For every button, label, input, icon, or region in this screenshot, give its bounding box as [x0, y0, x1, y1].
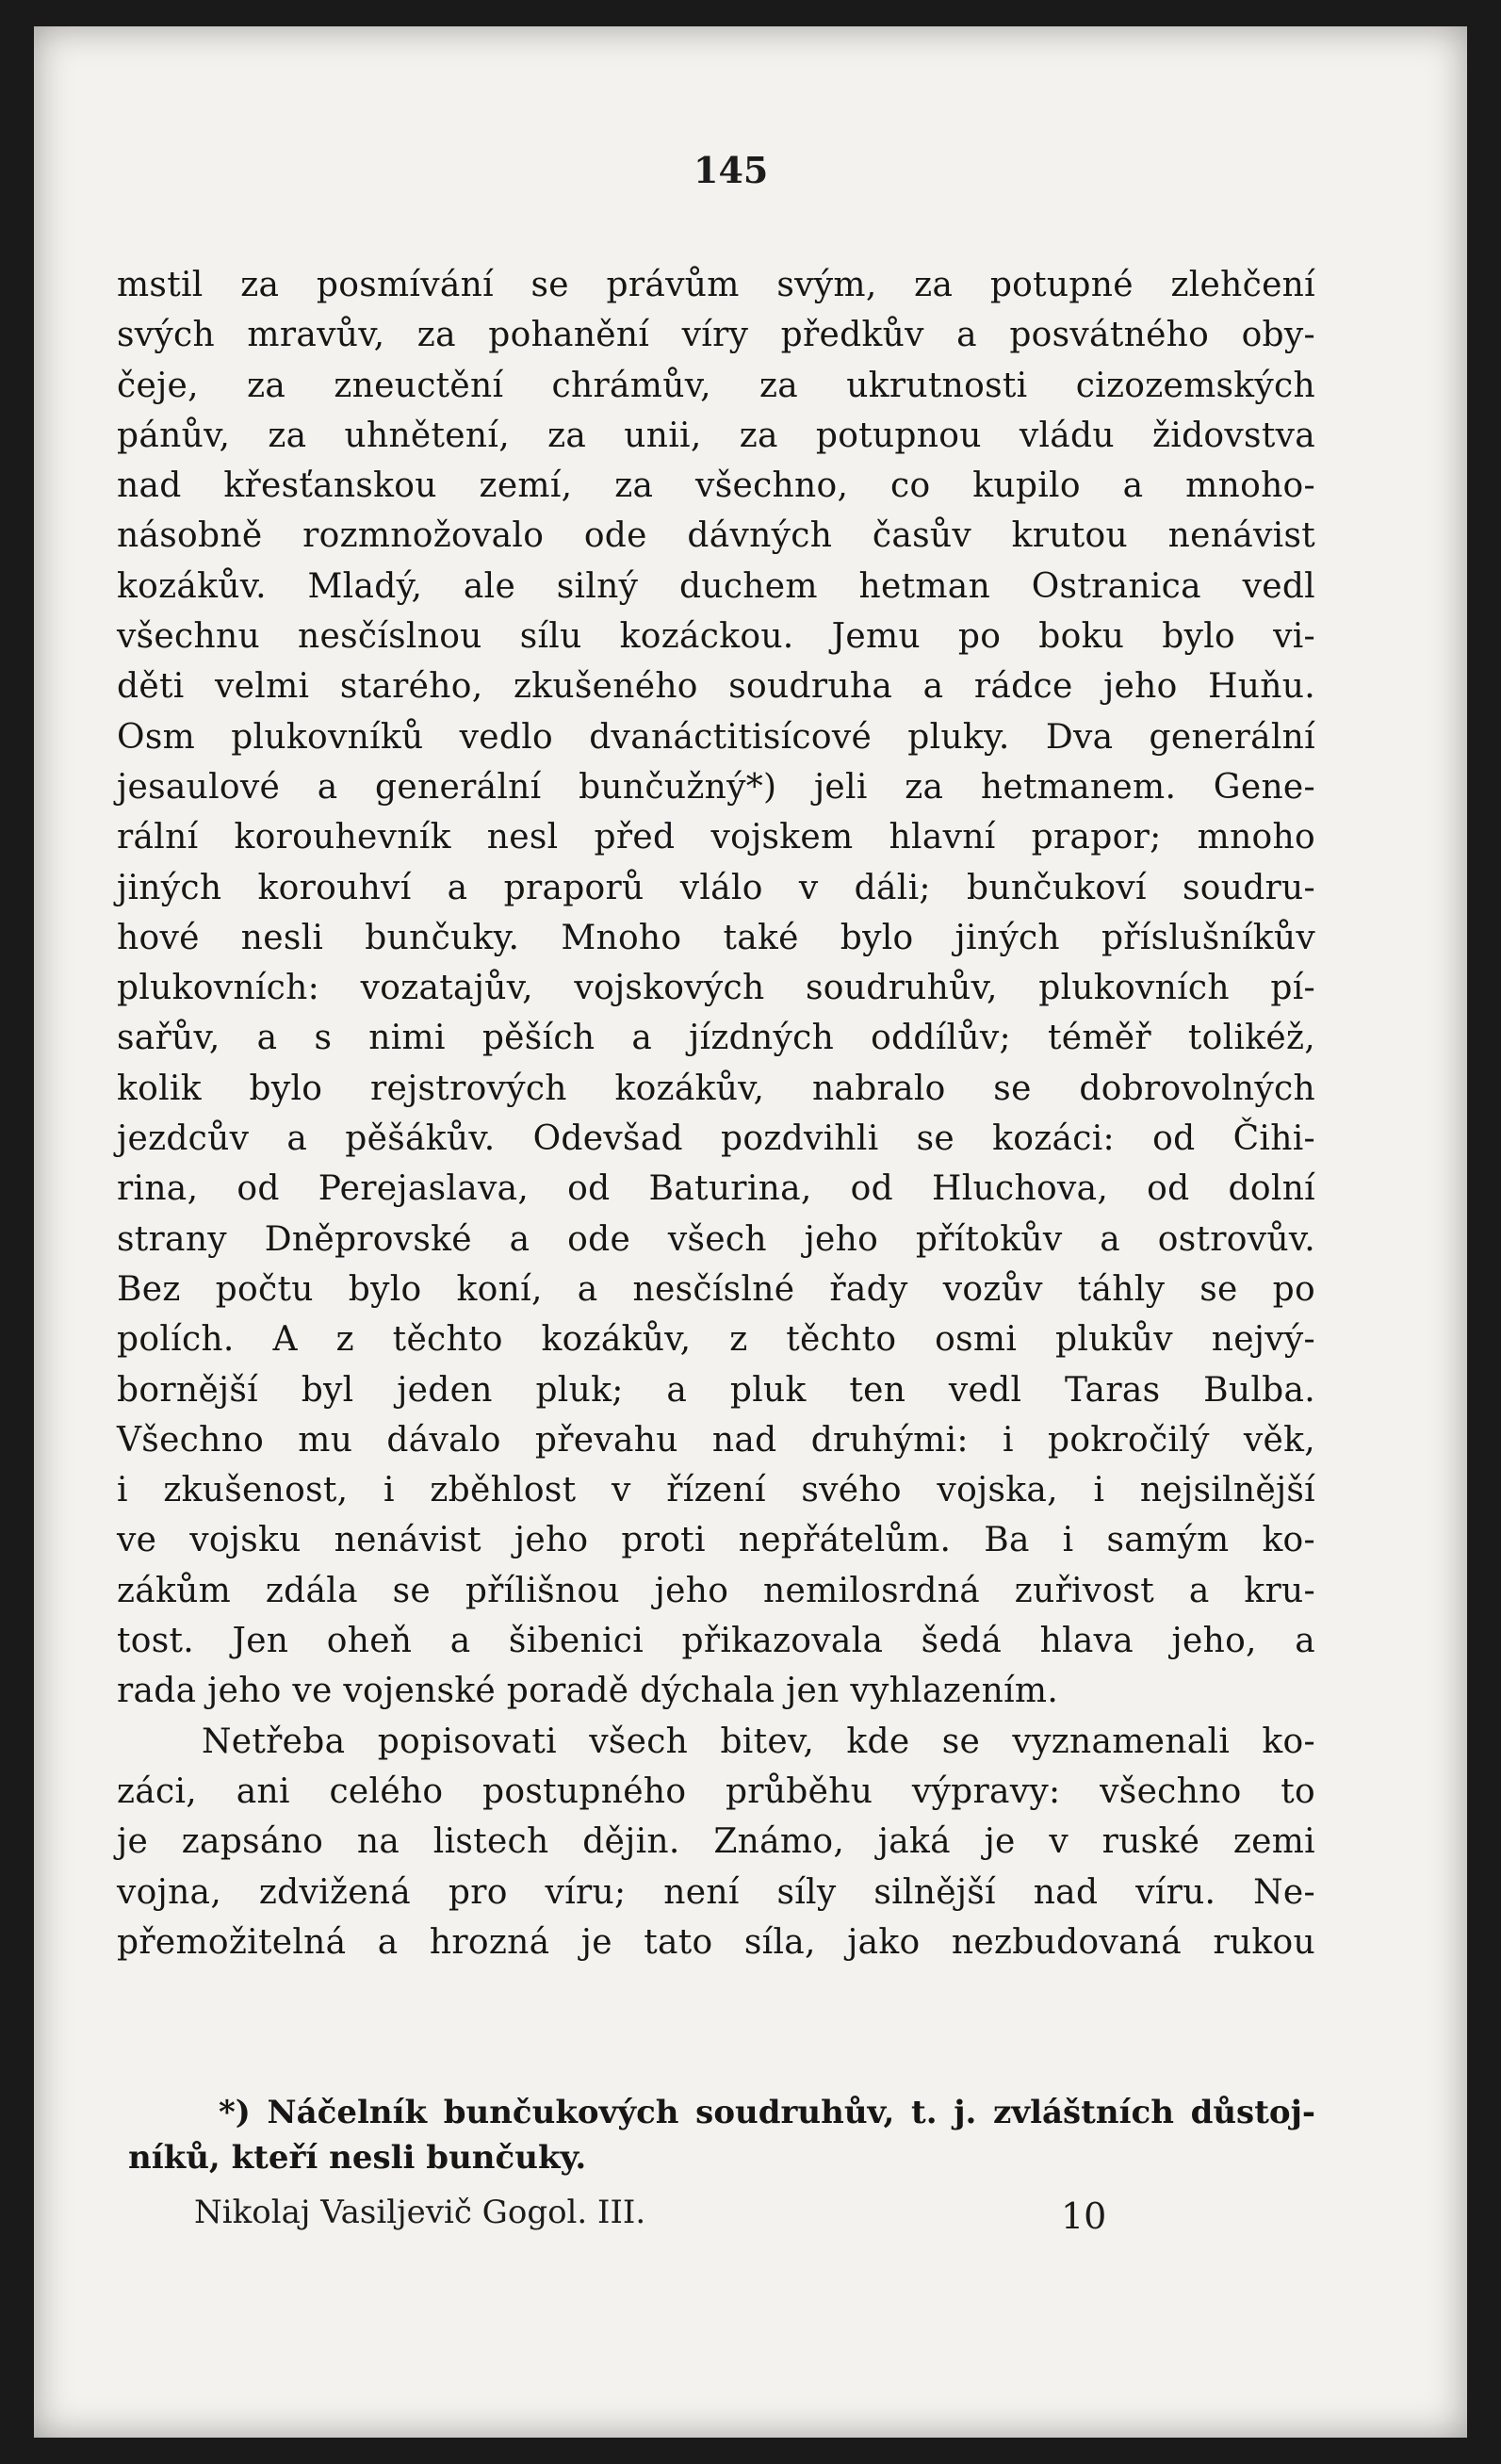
- footnote-line: níků, kteří nesli bunčuky.: [128, 2139, 587, 2177]
- text-line: kolik bylo rejstrových kozákův, nabralo se dobrovolných: [117, 1069, 1315, 1108]
- text-line: rina, od Perejaslava, od Baturina, od Hluchova, od dolní: [117, 1169, 1315, 1209]
- text-line: Netřeba popisovati všech bitev, kde se vyznamenali ko-: [202, 1722, 1315, 1761]
- text-line: Osm plukovníků vedlo dvanáctitisícové pluky. Dva generální: [117, 717, 1315, 757]
- text-line: je zapsáno na listech dějin. Známo, jaká je v ruské zemi: [117, 1822, 1315, 1862]
- text-line: záci, ani celého postupného průběhu výpravy: všechno to: [117, 1771, 1315, 1811]
- text-line: čeje, za zneuctění chrámův, za ukrutnosti cizozemských: [117, 366, 1315, 405]
- text-line: Všechno mu dávalo převahu nad druhými: i pokročilý věk,: [117, 1420, 1315, 1460]
- text-line: Bez počtu bylo koní, a nesčíslné řady vozův táhly se po: [117, 1269, 1315, 1309]
- text-line: rada jeho ve vojenské poradě dýchala jen vyhlazením.: [117, 1672, 1059, 1711]
- text-line: kozákův. Mladý, ale silný duchem hetman Ostranica vedl: [117, 566, 1315, 606]
- text-line: násobně rozmnožovalo ode dávných časův krutou nenávist: [117, 516, 1315, 556]
- book-page: [34, 26, 1467, 2438]
- text-line: plukovních: vozatajův, vojskových soudruhův, plukovních pí-: [117, 969, 1315, 1008]
- text-line: svých mravův, za pohanění víry předkův a posvátného oby-: [117, 316, 1315, 355]
- text-line: strany Dněprovské a ode všech jeho přítokův a ostrovův.: [117, 1219, 1315, 1259]
- text-line: polích. A z těchto kozákův, z těchto osmi plukův nejvý-: [117, 1320, 1315, 1360]
- text-line: mstil za posmívání se právům svým, za potupné zlehčení: [117, 266, 1315, 304]
- text-line: zákům zdála se přílišnou jeho nemilosrdná zuřivost a kru-: [117, 1571, 1315, 1610]
- text-line: i zkušenost, i zběhlost v řízení svého vojska, i nejsilnější: [117, 1471, 1315, 1510]
- text-line: sařův, a s nimi pěších a jízdných oddílův; téměř tolikéž,: [117, 1019, 1315, 1058]
- footnote: [128, 2090, 1315, 2180]
- signature-mark: Nikolaj Vasiljevič Gogol. III.: [194, 2194, 646, 2231]
- page-number: 145: [693, 149, 769, 191]
- footnote-line: *) Náčelník bunčukových soudruhův, t. j. zvláštních důstoj-: [219, 2094, 1315, 2131]
- text-line: hové nesli bunčuky. Mnoho také bylo jiných příslušníkův: [117, 918, 1315, 957]
- text-line: vojna, zdvižená pro víru; není síly silnější nad víru. Ne-: [117, 1872, 1315, 1912]
- text-line: jesaulové a generální bunčužný*) jeli za hetmanem. Gene-: [117, 767, 1315, 807]
- text-line: rální korouhevník nesl před vojskem hlavní prapor; mnoho: [117, 818, 1315, 857]
- sheet-number: 10: [1061, 2195, 1107, 2237]
- text-line: nad křesťanskou zemí, za všechno, co kupilo a mnoho-: [117, 466, 1315, 506]
- text-line: děti velmi starého, zkušeného soudruha a rádce jeho Huňu.: [117, 667, 1315, 707]
- body-text: [117, 260, 1315, 1967]
- text-line: přemožitelná a hrozná je tato síla, jako nezbudovaná rukou: [117, 1922, 1315, 1962]
- text-line: ve vojsku nenávist jeho proti nepřátelům. Ba i samým ko-: [117, 1521, 1315, 1560]
- text-line: tost. Jen oheň a šibenici přikazovala šedá hlava jeho, a: [117, 1622, 1315, 1661]
- text-line: bornější byl jeden pluk; a pluk ten vedl Taras Bulba.: [117, 1370, 1315, 1410]
- text-line: všechnu nesčíslnou sílu kozáckou. Jemu po boku bylo vi-: [117, 617, 1315, 657]
- text-line: jiných korouhví a praporů vlálo v dáli; bunčukoví soudru-: [117, 868, 1315, 907]
- text-line: jezdcův a pěšákův. Odevšad pozdvihli se kozáci: od Čihi-: [117, 1119, 1315, 1159]
- text-line: pánův, za uhnětení, za unii, za potupnou vládu židovstva: [117, 416, 1315, 455]
